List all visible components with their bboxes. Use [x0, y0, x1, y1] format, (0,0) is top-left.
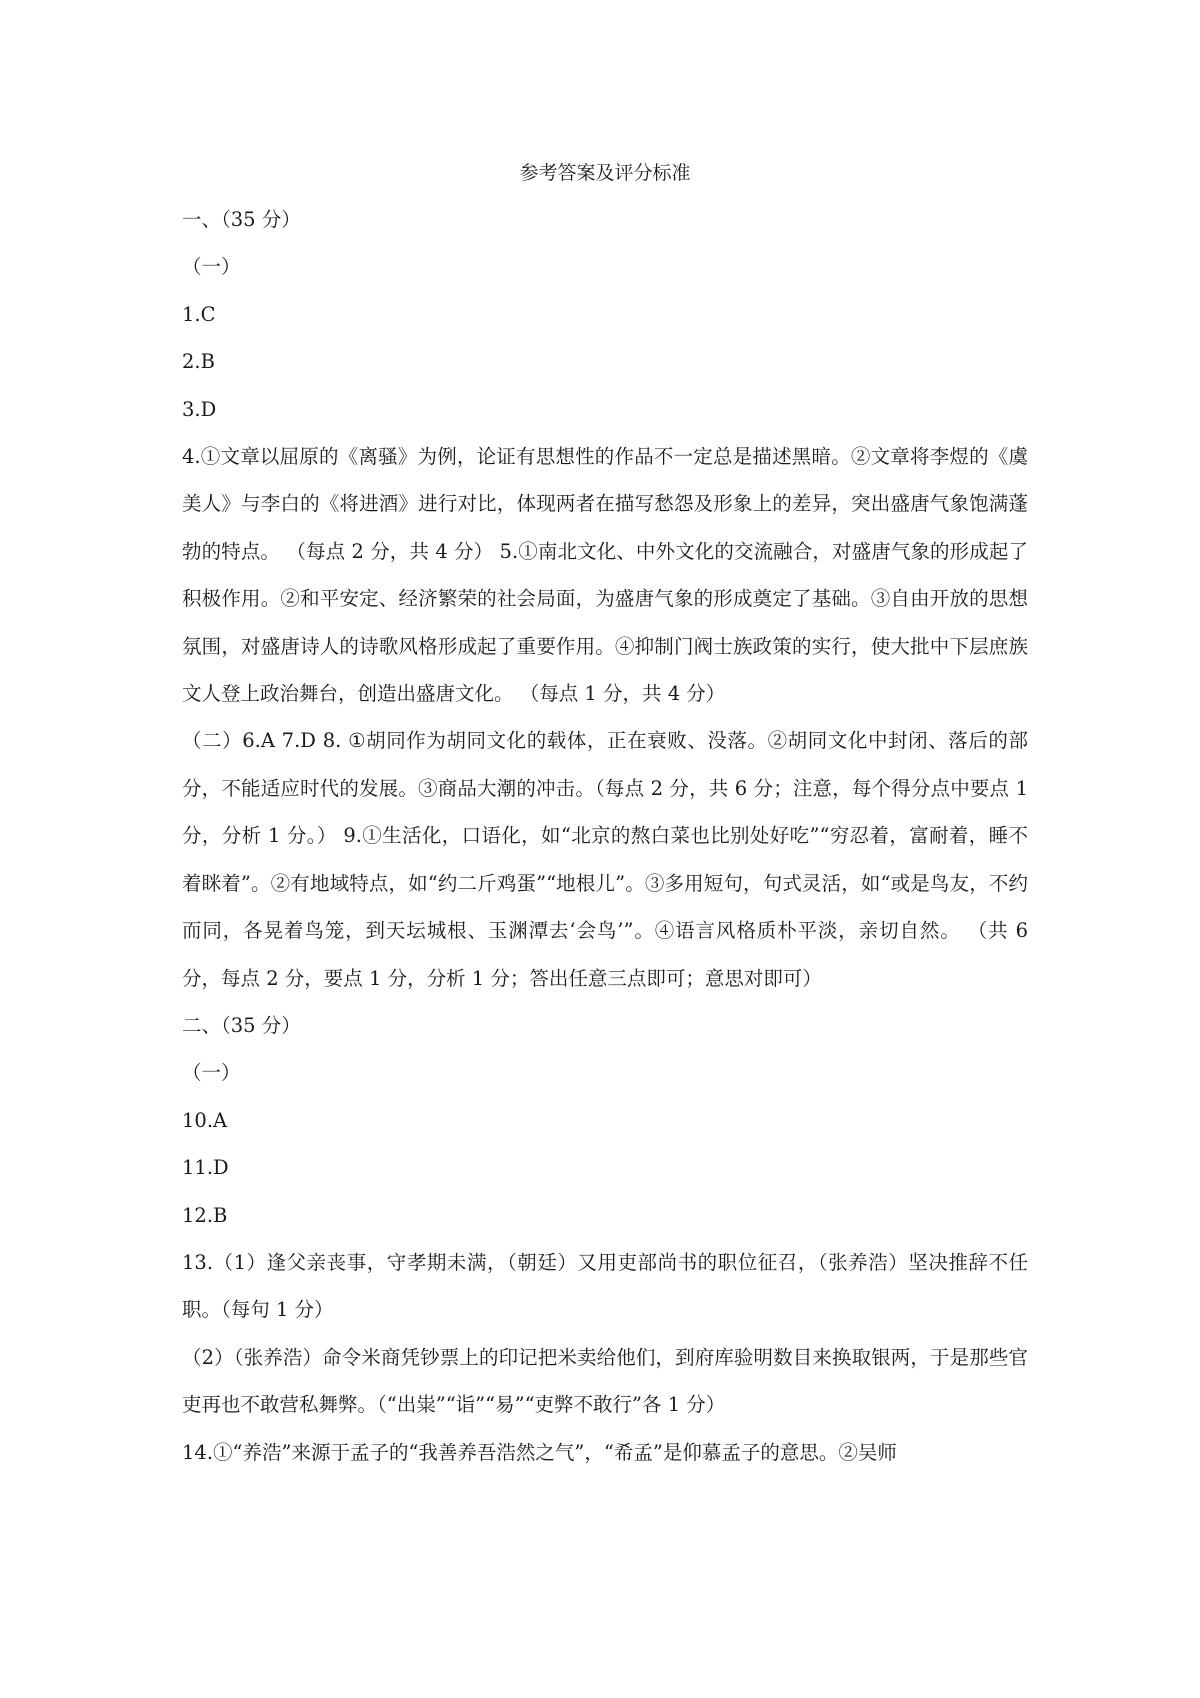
- subsection-heading: （一）: [182, 255, 241, 279]
- answer-6-9-paragraph: （二）6.A 7.D 8. ①胡同作为胡同文化的载体，正在衰败、没落。②胡同文化中封闭、落后的部分，不能适应时代的发展。③商品大潮的冲击。（每点 2 分，共 6 分；注意，每个得分点中要点 1 分，分析 1 分。） 9.①生活化，口语化，如“北京的熬白菜也比别处好吃”“穷忍着，富耐着，睡不着眯着”。②有地域特点，如“约二斤鸡蛋”“地根儿”。③多用短句，句式灵活，如“或是鸟友，不约而同，各晃着鸟笼，到天坛城根、玉渊潭去‘会鸟’”。④语言风格质朴平淡，亲切自然。 （共 6 分，每点 2 分，要点 1 分，分析 1 分；答出任意三点即可；意思对即可）: [182, 729, 1028, 990]
- answer-14-paragraph: 14.①“养浩”来源于孟子的“我善养吾浩然之气”，“希孟”是仰慕孟子的意思。②吴师: [182, 1440, 897, 1464]
- answer-13-2-paragraph: （2）（张养浩）命令米商凭钞票上的印记把米卖给他们，到府库验明数目来换取银两，于是那些官吏再也不敢营私舞弊。（“出粜”“诣”“易”“吏弊不敢行”各 1 分）: [182, 1345, 1028, 1417]
- section-two-heading: 二、（35 分）: [182, 1013, 301, 1037]
- answer-11: 11.D: [182, 1156, 229, 1180]
- answer-key-page: [182, 150, 1028, 1476]
- document-title: 参考答案及评分标准: [519, 162, 691, 184]
- answer-4-5-paragraph: 4.①文章以屈原的《离骚》为例，论证有思想性的作品不一定总是描述黑暗。②文章将李煜的《虞美人》与李白的《将进酒》进行对比，体现两者在描写愁怨及形象上的差异，突出盛唐气象饱满蓬勃的特点。 （每点 2 分，共 4 分） 5.①南北文化、中外文化的交流融合，对盛唐气象的形成起了积极作用。②和平安定、经济繁荣的社会局面，为盛唐气象的形成奠定了基础。③自由开放的思想氛围，对盛唐诗人的诗歌风格形成起了重要作用。④抑制门阀士族政策的实行，使大批中下层庶族文人登上政治舞台，创造出盛唐文化。 （每点 1 分，共 4 分）: [182, 445, 1028, 706]
- answer-13-1-paragraph: 13.（1）逢父亲丧事，守孝期未满，（朝廷）又用吏部尚书的职位征召，（张养浩）坚决推辞不任职。（每句 1 分）: [182, 1250, 1028, 1322]
- section-one-heading: 一、（35 分）: [182, 208, 301, 231]
- answer-12: 12.B: [182, 1203, 228, 1227]
- subsection-heading: （一）: [182, 1061, 241, 1085]
- answer-3: 3.D: [182, 397, 217, 421]
- answer-1: 1.C: [182, 302, 216, 326]
- answer-10: 10.A: [182, 1108, 228, 1132]
- answer-2: 2.B: [182, 350, 215, 374]
